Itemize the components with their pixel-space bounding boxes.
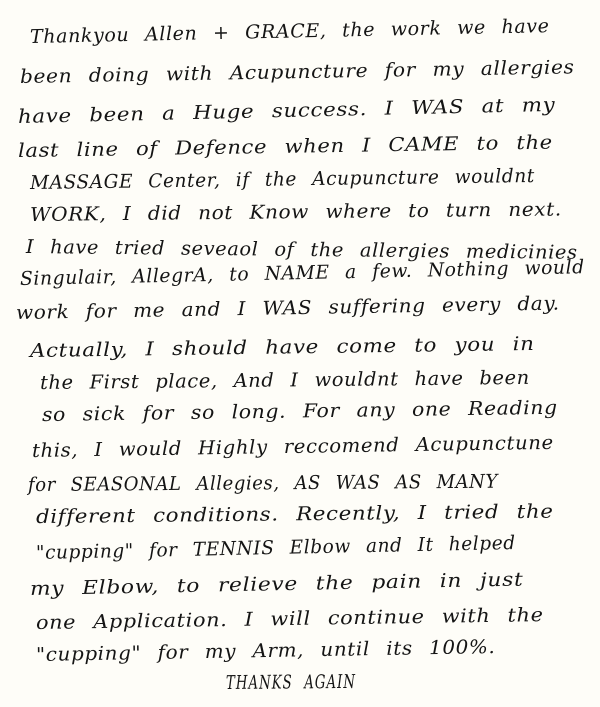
letter-line: my Elbow, to relieve the pain in just (29, 568, 524, 600)
letter-line: this, I would Highly reccomend Acupunctune (31, 431, 554, 462)
letter-line: Actually, I should have come to you in (29, 332, 535, 362)
letter-line: WORK, I did not Know where to turn next. (29, 198, 562, 226)
letter-line: been doing with Acupuncture for my allergies (19, 56, 575, 88)
letter-line: Thankyou Allen + GRACE, the work we have (29, 15, 550, 48)
letter-line: so sick for so long. For any one Reading (41, 396, 558, 426)
letter-line: work for me and I WAS suffering every day. (15, 292, 560, 324)
letter-line: "cupping" for TENNIS Elbow and It helped (35, 531, 516, 564)
letter-line: the First place, And I wouldnt have been (39, 366, 530, 394)
letter-line: MASSAGE Center, if the Acupuncture wouldnt (29, 164, 535, 194)
letter-line: different conditions. Recently, I tried the (35, 500, 554, 528)
letter-line: one Application. I will continue with the (35, 604, 544, 634)
letter-line: last line of Defence when I CAME to the (17, 131, 553, 162)
letter-signoff: THANKS AGAIN (225, 670, 357, 694)
letter-line: have been a Huge success. I WAS at my (17, 93, 556, 128)
letter-line: "cupping" for my Arm, until its 100%. (35, 635, 496, 666)
letter-line: I have tried seveaol of the allergies medicinies (25, 236, 578, 264)
letter-line: for SEASONAL Allegies, AS WAS AS MANY (27, 470, 498, 496)
letter-line: Singulair, AllegrA, to NAME a few. Nothing would (19, 256, 585, 290)
